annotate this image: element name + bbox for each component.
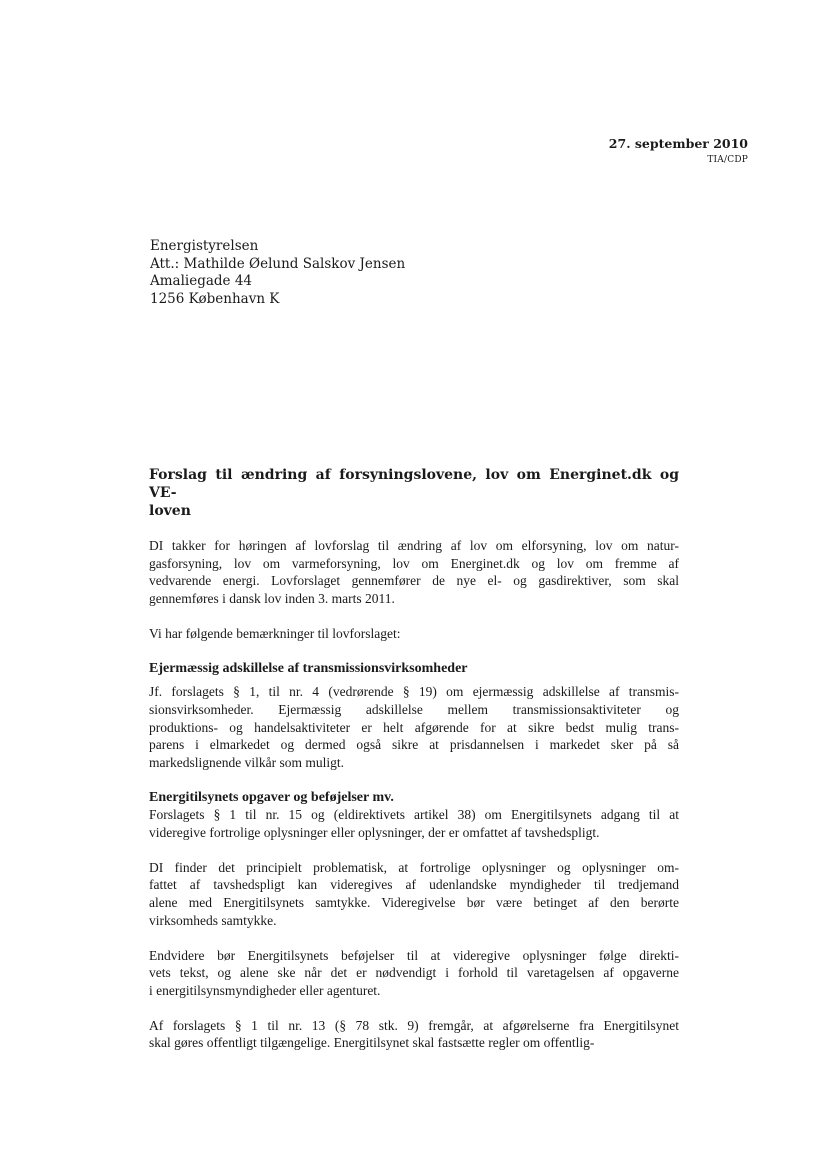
regulator-powers-paragraph-4 [149, 1017, 679, 1052]
section-heading-regulator-powers: Energitilsynets opgaver og beføjelser mv. [149, 789, 394, 805]
text-line: Forslagets § 1 til nr. 15 og (eldirektivets artikel 38) om Energitilsynets adgang til at [149, 807, 679, 823]
text-line: gasforsyning, lov om varmeforsyning, lov om Energinet.dk og lov om fremme af [149, 555, 679, 571]
text-line: DI takker for høringen af lovforslag til ændring af lov om elforsyning, lov om natur- [149, 538, 679, 553]
subject-line: Forslag til ændring af forsyningslovene, lov om Energinet.dk og VE- [149, 467, 679, 501]
text-line: virksomheds samtykke. [149, 912, 277, 928]
text-line: Jf. forslagets § 1, til nr. 4 (vedrørende § 19) om ejermæssig adskillelse af transmis- [149, 684, 679, 700]
remarks-intro [149, 625, 679, 643]
ownership-unbundling-paragraph [149, 683, 679, 771]
recipient-org: Energistyrelsen [150, 238, 259, 254]
regulator-powers-paragraph-3 [149, 947, 679, 1000]
recipient-city: 1256 København K [150, 290, 280, 307]
text-line: fattet af tavshedspligt kan videregives af udenlandske myndigheder til tredjemand [149, 877, 679, 893]
text-line: parens i elmarkedet og dermed også sikre at prisdannelsen i markedet sker på så [149, 737, 679, 753]
recipient-attention: Att.: Mathilde Øelund Salskov Jensen [150, 255, 406, 272]
text-line: i energitilsynsmyndigheder eller agenturet. [149, 982, 381, 998]
intro-paragraph [149, 537, 679, 607]
text-line: produktions- og handelsaktiviteter er helt afgørende for at sikre bedst mulig trans- [149, 719, 679, 735]
text-line: videregive fortrolige oplysninger eller oplysninger, der er omfattet af tavshedspligt. [149, 824, 600, 840]
letter-date: 27. september 2010 [608, 136, 748, 151]
text-line: gennemføres i dansk lov inden 3. marts 2011. [149, 590, 395, 606]
text-line: Vi har følgende bemærkninger til lovforslaget: [149, 625, 401, 641]
text-line: alene med Energitilsynets samtykke. Videregivelse bør være betinget af den berørte [149, 895, 679, 911]
text-line: vets tekst, og alene ske når det er nødvendigt i forhold til varetagelsen af opgaverne [149, 965, 679, 981]
text-line: vedvarende energi. Lovforslaget gennemfører de nye el- og gasdirektiver, som skal [149, 573, 679, 589]
letter-body [149, 466, 679, 1069]
regulator-powers-paragraph-2 [149, 859, 679, 929]
text-line: sionsvirksomheder. Ejermæssig adskillelse mellem transmissionsaktiviteter og [149, 701, 679, 717]
section-heading-ownership-unbundling: Ejermæssig adskillelse af transmissionsvirksomheder [149, 660, 468, 676]
text-line: DI finder det principielt problematisk, at fortrolige oplysninger og oplysninger om- [149, 859, 679, 875]
subject-heading [149, 466, 679, 520]
reference-code: TIA/CDP [707, 155, 748, 165]
recipient-address [150, 238, 405, 308]
text-line: skal gøres offentligt tilgængelige. Energitilsynet skal fastsætte regler om offentlig- [149, 1035, 595, 1051]
text-line: Af forslagets § 1 til nr. 13 (§ 78 stk. 9) fremgår, at afgørelserne fra Energitilsynet [149, 1017, 679, 1033]
recipient-street: Amaliegade 44 [150, 273, 253, 289]
text-line: markedslignende vilkår som muligt. [149, 754, 344, 770]
text-line: Endvidere bør Energitilsynets beføjelser til at videregive oplysninger følge direkti- [149, 947, 679, 963]
regulator-powers-paragraph-1 [149, 806, 679, 841]
subject-line: loven [149, 503, 191, 519]
